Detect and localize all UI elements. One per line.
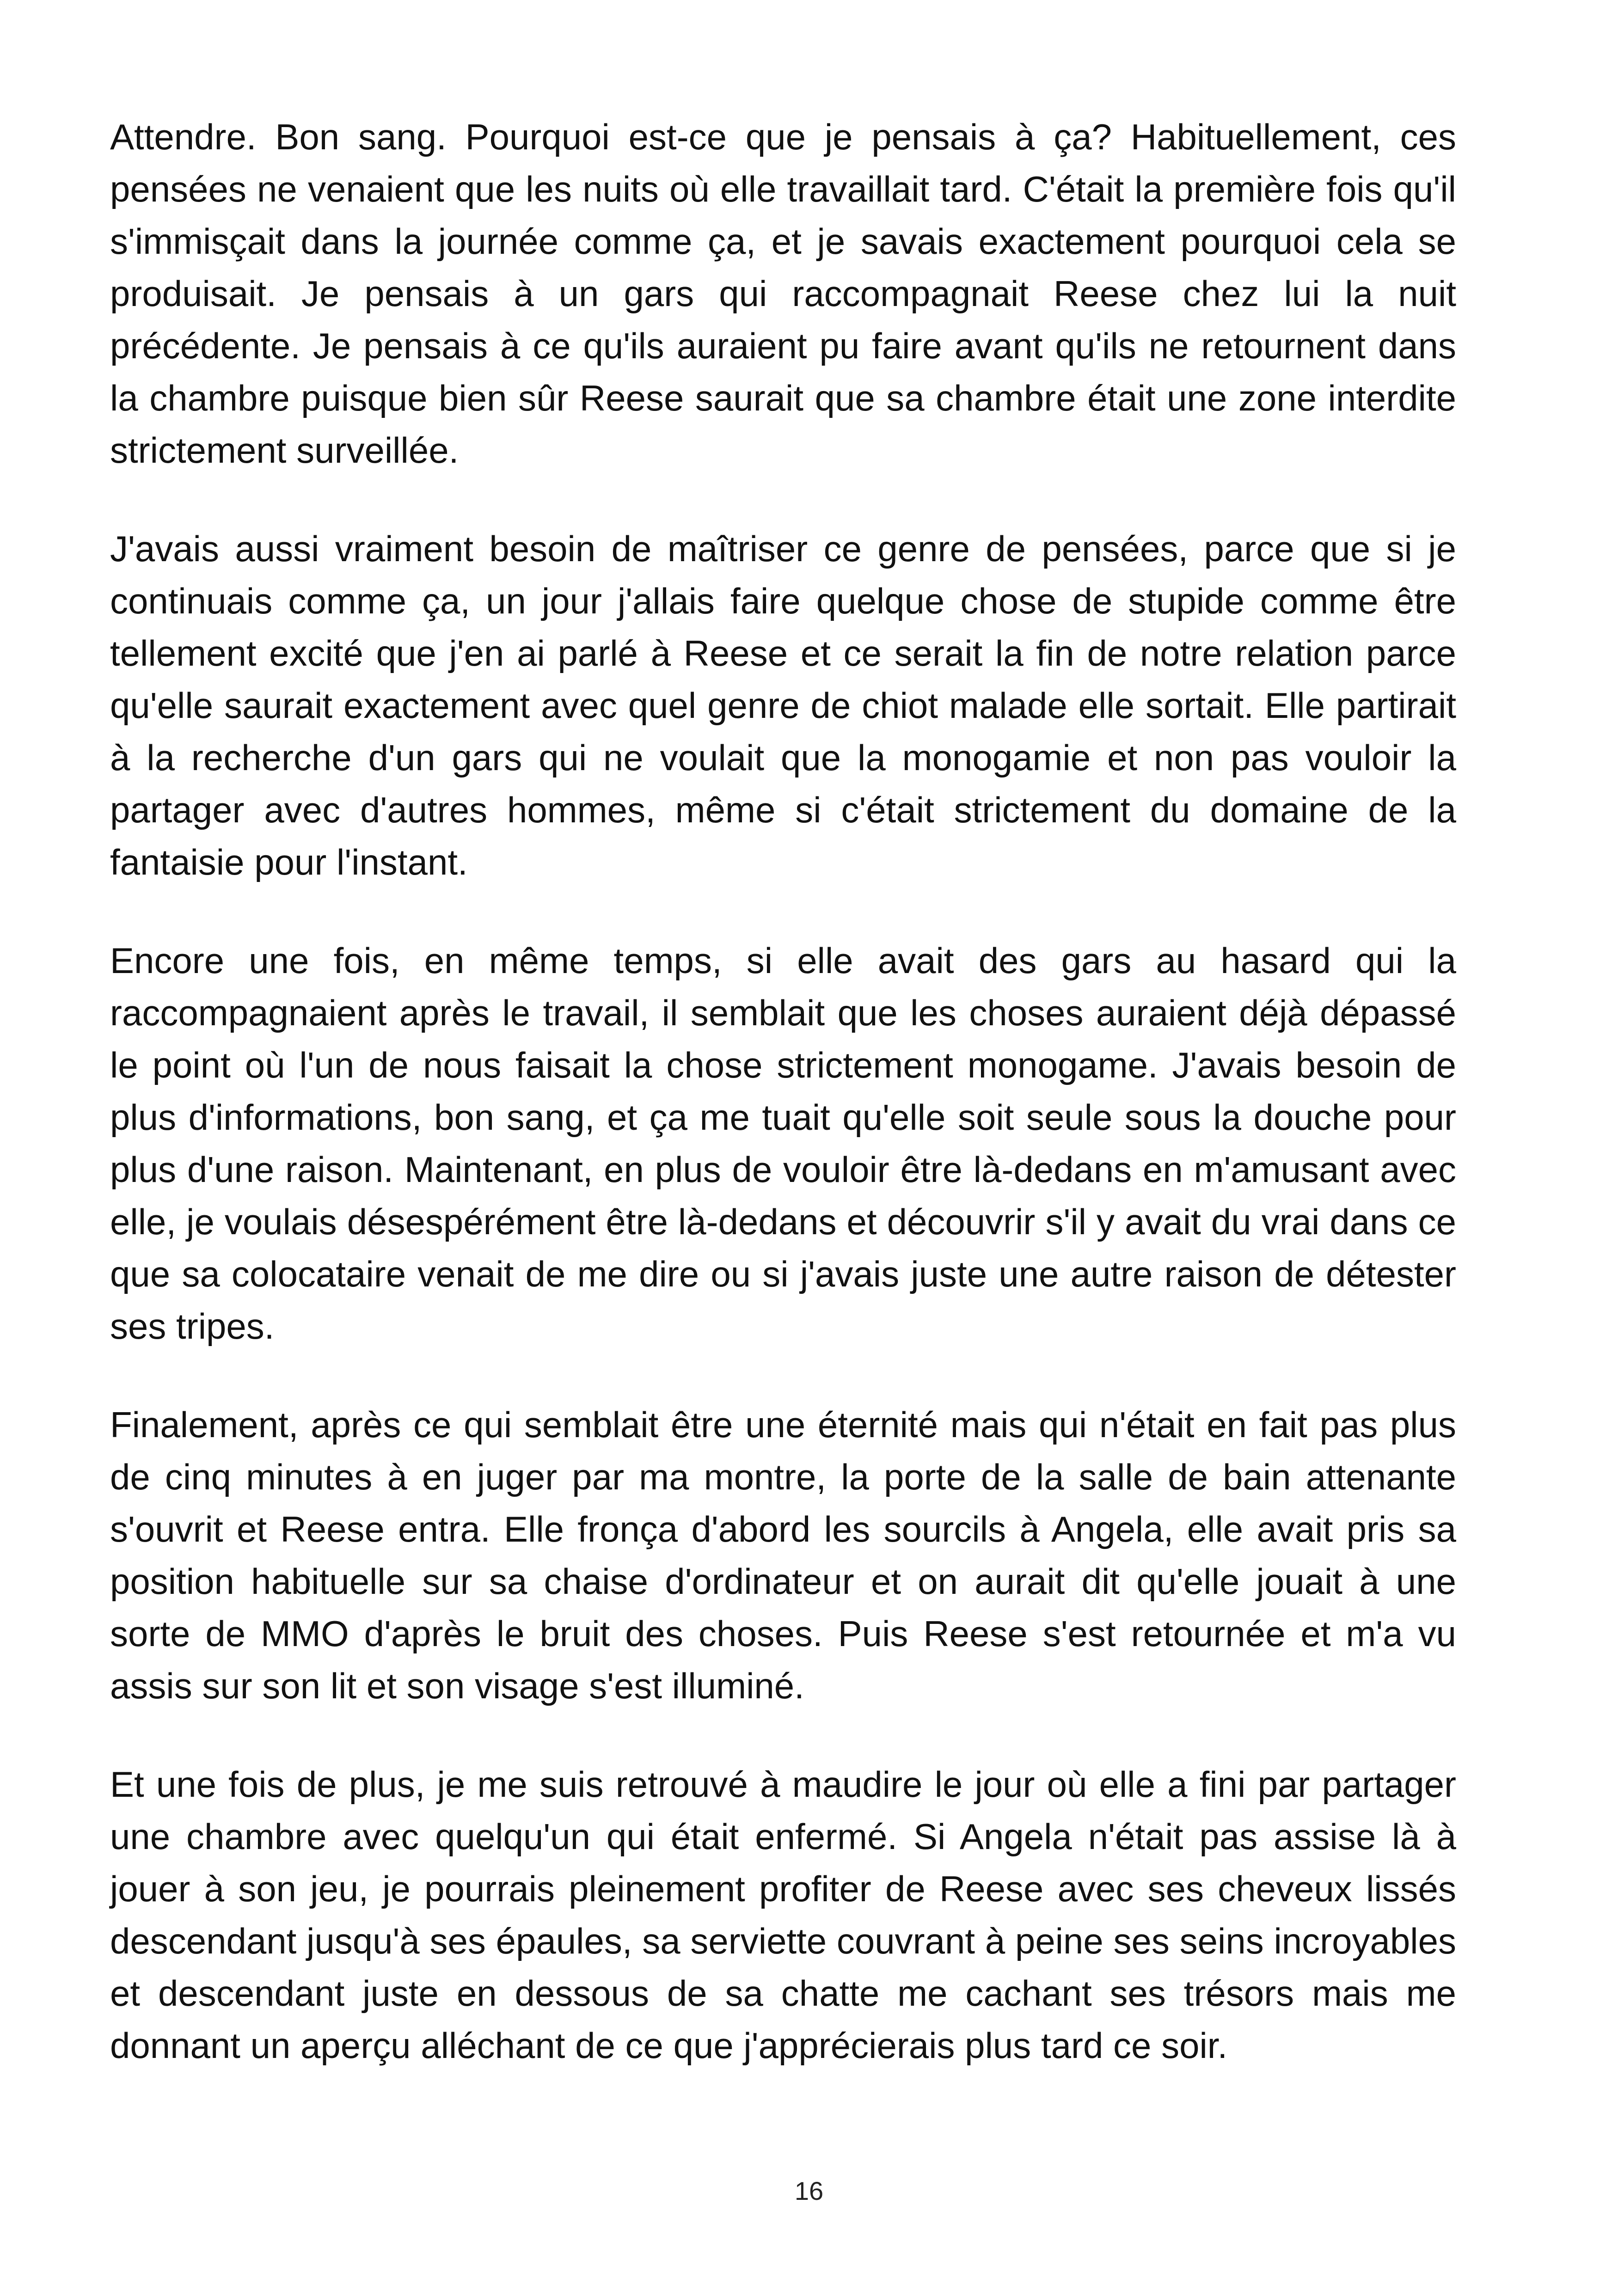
paragraph-1: Attendre. Bon sang. Pourquoi est-ce que je pensais à ça? Habituellement, ces pensées ne venaient que les nuits où elle travaillait tard. C'était la première fois qu'il s'immisçait dans la journée comme ça, et je savais exactement pourquoi cela se produisait. Je pensais à un gars qui raccompagnait Reese chez lui la nuit précédente. Je pensais à ce qu'ils auraient pu faire avant qu'ils ne retournent dans la chambre puisque bien sûr Reese saurait que sa chambre était une zone interdite strictement surveillée. [110,116,1456,471]
paragraph-5: Et une fois de plus, je me suis retrouvé à maudire le jour où elle a fini par partager une chambre avec quelqu'un qui était enfermé. Si Angela n'était pas assise là à jouer à son jeu, je pourrais pleinement profiter de Reese avec ses cheveux lissés descendant jusqu'à ses épaules, sa serviette couvrant à peine ses seins incroyables et descendant juste en dessous de sa chatte me cachant ses trésors mais me donnant un aperçu alléchant de ce que j'apprécierais plus tard ce soir. [110,1764,1456,2066]
page-number: 16 [794,2176,824,2205]
body-text [110,111,1456,2118]
paragraph-4: Finalement, après ce qui semblait être une éternité mais qui n'était en fait pas plus de cinq minutes à en juger par ma montre, la porte de la salle de bain attenante s'ouvrit et Reese entra. Elle fronça d'abord les sourcils à Angela, elle avait pris sa position habituelle sur sa chaise d'ordinateur et on aurait dit qu'elle jouait à une sorte de MMO d'après le bruit des choses. Puis Reese s'est retournée et m'a vu assis sur son lit et son visage s'est illuminé. [110,1404,1456,1706]
paragraph-3: Encore une fois, en même temps, si elle avait des gars au hasard qui la raccompagnaient après le travail, il semblait que les choses auraient déjà dépassé le point où l'un de nous faisait la chose strictement monogame. J'avais besoin de plus d'informations, bon sang, et ça me tuait qu'elle soit seule sous la douche pour plus d'une raison. Maintenant, en plus de vouloir être là-dedans en m'amusant avec elle, je voulais désespérément être là-dedans et découvrir s'il y avait du vrai dans ce que sa colocataire venait de me dire ou si j'avais juste une autre raison de détester ses tripes. [110,940,1456,1347]
paragraph-2: J'avais aussi vraiment besoin de maîtriser ce genre de pensées, parce que si je continuais comme ça, un jour j'allais faire quelque chose de stupide comme être tellement excité que j'en ai parlé à Reese et ce serait la fin de notre relation parce qu'elle saurait exactement avec quel genre de chiot malade elle sortait. Elle partirait à la recherche d'un gars qui ne voulait que la monogamie et non pas vouloir la partager avec d'autres hommes, même si c'était strictement du domaine de la fantaisie pour l'instant. [110,528,1456,882]
